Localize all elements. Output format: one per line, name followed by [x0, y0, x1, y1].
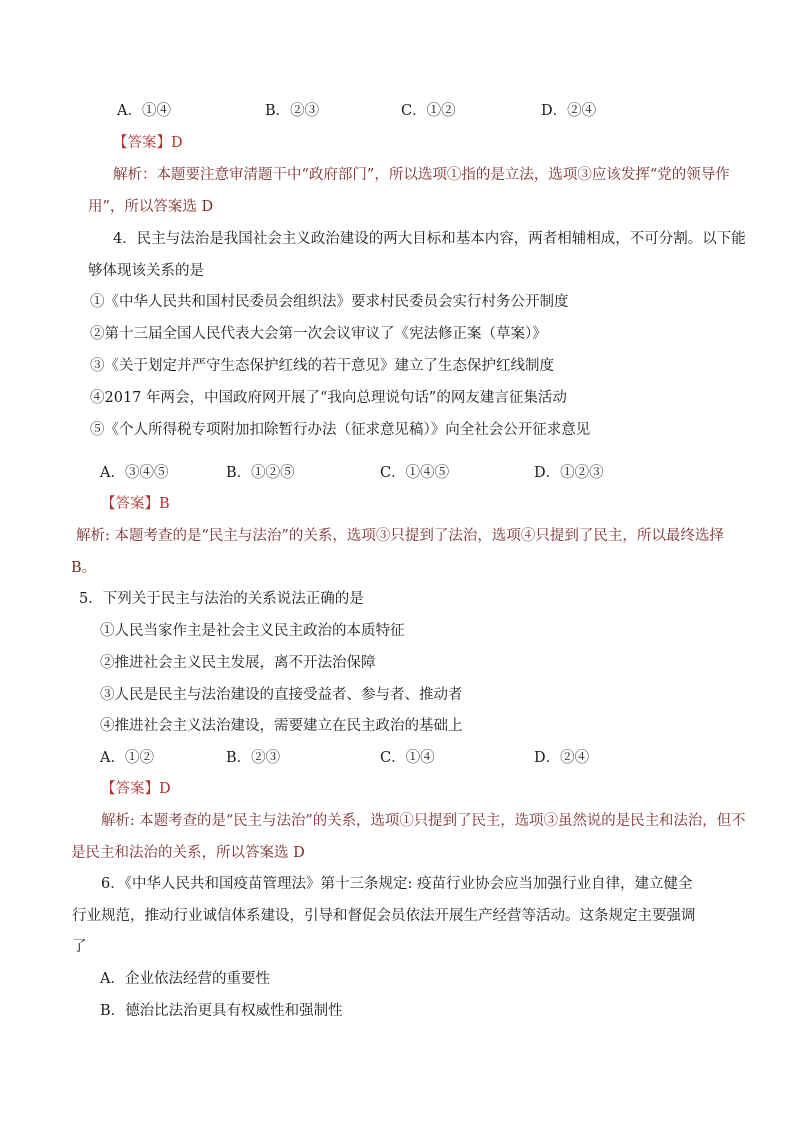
q5-option-a: A．①② [100, 750, 154, 766]
q5-stem: 5．下列关于民主与法治的关系说法正确的是 [79, 591, 364, 607]
q5-item-3: ③人民是民主与法治建设的直接受益者、参与者、推动者 [100, 687, 463, 703]
q4-item-2: ②第十三届全国人民代表大会第一次会议审议了《宪法修正案（草案）》 [90, 326, 547, 342]
q5-answer: 【答案】D [101, 781, 171, 797]
q4-item-5: ⑤《个人所得税专项附加扣除暂行办法（征求意见稿）》向全社会公开征求意见 [90, 422, 591, 438]
q4-explanation-line1: 解析: 本题考查的是“民主与法治”的关系，选项③只提到了法治，选项④只提到了民主，所以最终选择 [76, 528, 724, 544]
q4-option-a: A．③④⑤ [100, 465, 169, 481]
q3-answer: 【答案】D [113, 135, 183, 151]
q4-option-d: D．①②③ [534, 465, 604, 481]
q5-item-2: ②推进社会主义民主发展，离不开法治保障 [100, 655, 376, 671]
q5-item-1: ①人民当家作主是社会主义民主政治的本质特征 [100, 623, 405, 639]
q5-explanation-line1: 解析: 本题考查的是“民主与法治”的关系，选项①只提到了民主，选项③虽然说的是民主和法治，但不 [101, 813, 746, 829]
q5-explanation-line2: 是民主和法治的关系，所以答案选 D [71, 845, 305, 861]
q4-stem-line2: 够体现该关系的是 [88, 263, 204, 279]
q3-option-a: A．①④ [117, 103, 171, 119]
q4-item-4: ④2017 年两会，中国政府网开展了“我向总理说句话”的网友建言征集活动 [90, 390, 567, 406]
q3-option-b: B．②③ [265, 103, 320, 119]
q5-option-b: B．②③ [226, 750, 281, 766]
q4-option-b: B．①②⑤ [226, 465, 295, 481]
q4-answer: 【答案】B [101, 496, 170, 512]
q5-option-d: D．②④ [534, 750, 590, 766]
q4-item-3: ③《关于划定并严守生态保护红线的若干意见》建立了生态保护红线制度 [90, 358, 554, 374]
q5-option-c: C．①④ [380, 750, 435, 766]
q6-stem-line2: 行业规范，推动行业诚信体系建设，引导和督促会员依法开展生产经营等活动。这条规定主要强调 [72, 908, 696, 924]
q3-explanation-line1: 解析：本题要注意审清题干中“政府部门”，所以选项①指的是立法，选项③应该发挥“党的领导作 [113, 167, 730, 183]
q6-stem-line1: 6．《中华人民共和国疫苗管理法》第十三条规定: 疫苗行业协会应当加强行业自律，建立健全 [101, 876, 693, 892]
q6-option-a: A．企业依法经营的重要性 [100, 971, 270, 987]
q5-item-4: ④推进社会主义法治建设，需要建立在民主政治的基础上 [100, 718, 463, 734]
q6-option-b: B．德治比法治更具有权威性和强制性 [100, 1003, 343, 1019]
q4-explanation-line2: B。 [71, 560, 97, 576]
q3-explanation-line2: 用”，所以答案选 D [88, 199, 214, 215]
q4-item-1: ①《中华人民共和国村民委员会组织法》要求村民委员会实行村务公开制度 [90, 294, 569, 310]
q3-option-c: C．①② [401, 103, 456, 119]
q4-option-c: C．①④⑤ [380, 465, 450, 481]
q3-option-d: D．②④ [541, 103, 597, 119]
q6-stem-line3: 了 [72, 939, 87, 955]
q4-stem-line1: 4．民主与法治是我国社会主义政治建设的两大目标和基本内容，两者相辅相成，不可分割。以下能 [113, 231, 746, 247]
